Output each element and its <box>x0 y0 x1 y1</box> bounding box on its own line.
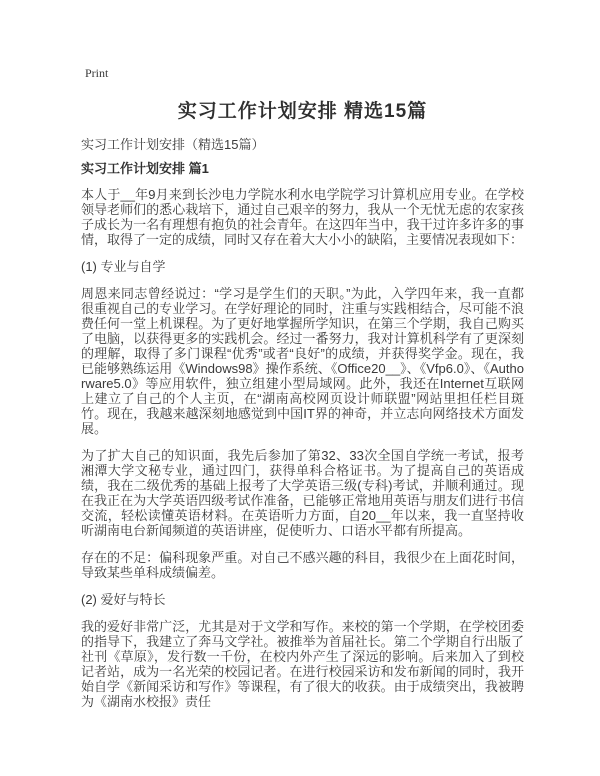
print-link[interactable]: Print <box>85 66 109 80</box>
paragraph-study: 周恩来同志曾经说过：“学习是学生们的天职。”为此，入学四年来，我一直都很重视自己的专业学习。在学好理论的同时，注重与实践相结合，尽可能不浪费任何一堂上机课程。为了更好地掌握所学知识，在第三个学期，我自己购买了电脑，以获得更多的实践机会。经过一番努力，我对计算机科学有了更深刻的理解，取得了多门课程“优秀”或者“良好”的成绩，并获得奖学金。现在，我已能够熟练运用《Windows98》操作系统、《Office20__》、《Vfp6.0》、《Authorware5.0》等应用软件，独立组建小型局域网。此外，我还在Internet互联网上建立了自己的个人主页，在“湖南高校网页设计师联盟”网站里担任栏目斑竹。现在，我越来越深刻地感觉到中国IT界的神奇，并立志向网络技术方面发展。 <box>81 286 524 436</box>
subsection-label-1: (1) 专业与自学 <box>81 259 166 274</box>
page-title: 实习工作计划安排 精选15篇 <box>177 101 428 122</box>
paragraph-shortcomings: 存在的不足：偏科现象严重。对自己不感兴趣的科目，我很少在上面花时间，导致某些单科成绩偏差。 <box>81 550 524 580</box>
paragraph-exams: 为了扩大自己的知识面，我先后参加了第32、33次全国自学统一考试，报考湘潭大学文秘专业，通过四门，获得单科合格证书。为了提高自己的英语成绩，我在二级优秀的基础上报考了大学英语三级(专科)考试，并顺利通过。现在我正在为大学英语四级考试作准备，已能够正常地用英语与朋友们进行书信交流，轻松读懂英语材料。在英语听力方面，自20__年以来，我一直坚持收听湖南电台新闻频道的英语讲座，促使听力、口语水平都有所提高。 <box>81 448 524 538</box>
paragraph-intro: 本人于__年9月来到长沙电力学院水利水电学院学习计算机应用专业。在学校领导老师们的悉心栽培下，通过自己艰辛的努力，我从一个无忧无虑的农家孩子成长为一名有理想有抱负的社会青年。在这四年当中，我干过许多许多的事情，取得了一定的成绩，同时又存在着大大小小的缺陷，主要情况表现如下： <box>81 187 524 247</box>
section-heading-part1: 实习工作计划安排 篇1 <box>81 161 209 176</box>
subsection-label-2: (2) 爱好与特长 <box>81 592 166 607</box>
paragraph-hobbies: 我的爱好非常广泛，尤其是对于文学和写作。来校的第一个学期，在学校团委的指导下，我建立了奔马文学社。被推举为首届社长。第二个学期自行出版了社刊《草原》，发行数一千份，在校内外产生了深远的影响。后来加入了到校记者站，成为一名光荣的校园记者。在进行校园采访和发布新闻的同时，我开始自学《新闻采访和写作》等课程，有了很大的收获。由于成绩突出，我被聘为《湖南水校报》责任 <box>81 619 524 709</box>
document-subtitle: 实习工作计划安排（精选15篇） <box>81 137 265 152</box>
